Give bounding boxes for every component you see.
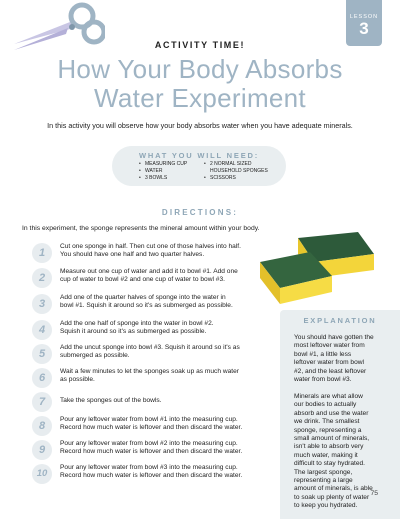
material-item: • SCISSORS (204, 175, 268, 182)
explanation-paragraph-1: You should have gotten the most leftover water from bowl #1, a little less leftover water from bowl #2, and the least leftover water from bowl #3. (294, 334, 374, 384)
page-number: 75 (370, 490, 378, 497)
step-text: Pour any leftover water from bowl #3 into the measuring cup. Record how much water is leftover and then discard the water. (60, 464, 243, 480)
step-text: Measure out one cup of water and add it to bowl #1. Add one cup of water to bowl #2 and one cup of water to bowl #3. (60, 268, 238, 284)
activity-kicker: ACTIVITY TIME! (154, 40, 246, 50)
step-number: 6 (32, 368, 52, 388)
material-item: • 2 NORMAL SIZED (204, 161, 268, 168)
step-text: Add one of the quarter halves of sponge into the water in bowl #1. Squish it around so it's as submerged as possible. (60, 294, 233, 310)
step-number: 2 (32, 268, 52, 288)
step-text: Pour any leftover water from bowl #2 into the measuring cup. Record how much water is leftover and then discard the water. (60, 440, 243, 456)
explanation-title: EXPLANATION (303, 316, 377, 325)
step-text: Add the uncut sponge into bowl #3. Squish it around so it's as submerged as possible. (60, 344, 240, 360)
step-1 (32, 243, 292, 263)
step-text: Cut one sponge in half. Then cut one of those halves into half. You should have one half and two quarter halves. (60, 243, 241, 259)
step-9 (32, 440, 292, 460)
step-4 (32, 320, 292, 340)
title-line-1: How Your Body Absorbs (57, 54, 343, 84)
step-number: 5 (32, 344, 52, 364)
step-text: Add the one half of sponge into the water in bowl #2. Squish it around so it's as submerged as possible. (60, 320, 214, 336)
page-title (0, 55, 400, 113)
step-number: 1 (32, 243, 52, 263)
step-number: 4 (32, 320, 52, 340)
explanation-paragraph-2: Minerals are what allow our bodies to actually absorb and use the water we drink. The smallest sponge, representing a small amount of minerals, isn't able to absorb very much water, making it difficult to stay hydrated. The largest sponge, representing a large amount of minerals, is able to soak up plenty of water to keep you hydrated. (294, 393, 373, 510)
sponge-illustration (258, 232, 376, 306)
step-7 (32, 392, 292, 412)
step-2 (32, 268, 292, 288)
step-number: 3 (32, 294, 52, 314)
step-10 (32, 464, 292, 484)
materials-title: WHAT YOU WILL NEED: (138, 151, 260, 160)
material-item: • 3 BOWLS (139, 175, 187, 182)
step-text: Pour any leftover water from bowl #1 into the measuring cup. Record how much water is leftover and then discard the water. (60, 416, 243, 432)
intro-text: In this activity you will observe how your body absorbs water when you have adequate minerals. (47, 121, 353, 130)
step-number: 9 (32, 440, 52, 460)
step-number: 8 (32, 416, 52, 436)
lesson-number: 3 (359, 19, 369, 38)
explanation-panel (280, 310, 400, 519)
step-number: 10 (32, 464, 52, 484)
material-item: • WATER (139, 168, 187, 175)
step-3 (32, 294, 292, 314)
step-6 (32, 368, 292, 388)
step-8 (32, 416, 292, 436)
materials-column-2 (204, 161, 268, 182)
step-number: 7 (32, 392, 52, 412)
materials-column-1 (139, 161, 187, 182)
directions-intro: In this experiment, the sponge represents the mineral amount within your body. (22, 225, 260, 232)
material-item: • MEASURING CUP (139, 161, 187, 168)
step-text: Wait a few minutes to let the sponges soak up as much water as possible. (60, 368, 239, 384)
materials-box (112, 146, 286, 186)
step-text: Take the sponges out of the bowls. (60, 397, 162, 404)
step-5 (32, 344, 292, 364)
title-line-2: Water Experiment (94, 83, 306, 113)
directions-title: DIRECTIONS: (161, 208, 239, 217)
lesson-label: LESSON (349, 14, 379, 20)
material-item-continued: HOUSEHOLD SPONGES (210, 168, 268, 174)
